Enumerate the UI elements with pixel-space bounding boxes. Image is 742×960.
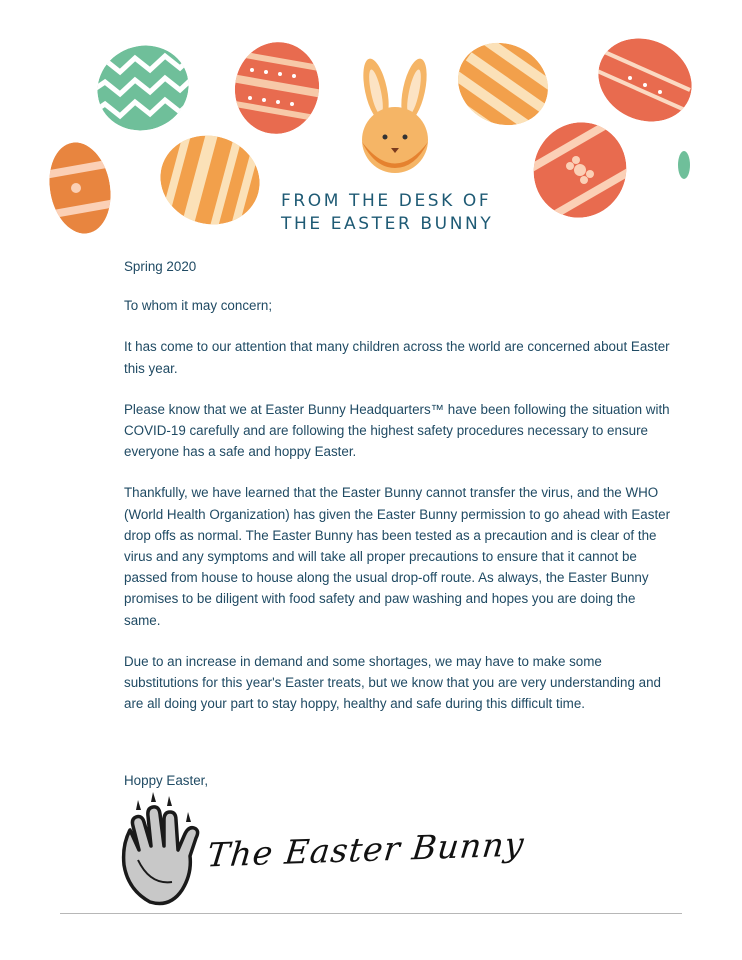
letter-paragraph: Due to an increase in demand and some shortages, we may have to make some substitutions for this year's Easter treats, but we know that you are very understanding and are all doing your part to stay hoppy, healthy and safe during this difficult time. <box>124 653 661 712</box>
green-egg-icon <box>678 151 690 179</box>
paw-print-icon <box>110 790 210 908</box>
letter-paragraph: It has come to our attention that many children across the world are concerned about Easter this year. <box>124 339 670 376</box>
green-egg-icon <box>85 33 200 143</box>
red-egg-icon <box>37 137 124 238</box>
red-egg-icon <box>585 23 706 136</box>
letter-paragraph: Please know that we at Easter Bunny Headquarters™ have been following the situation with COVID-19 carefully and are following the highest safety procedures necessary to ensure everyone has a safe and hoppy Easter. <box>124 401 670 460</box>
red-egg-icon <box>517 107 651 233</box>
letter-closing: Hoppy Easter, <box>124 773 209 788</box>
orange-egg-icon <box>439 28 561 149</box>
bottom-divider <box>60 913 682 914</box>
letterhead-line-2: THE EASTER BUNNY <box>281 214 494 234</box>
letter-date: Spring 2020 <box>124 259 197 274</box>
bunny-face-icon <box>359 56 432 173</box>
signature-name: The Easter Bunny <box>205 824 527 875</box>
orange-egg-icon <box>150 122 269 239</box>
letter-salutation: To whom it may concern; <box>124 298 273 314</box>
letterhead-line-1: FROM THE DESK OF <box>281 191 492 211</box>
red-egg-icon <box>221 35 339 140</box>
letter-body <box>124 256 672 734</box>
letter-paragraph: Thankfully, we have learned that the Easter Bunny cannot transfer the virus, and the WHO (World Health Organization) has given the Easter Bunny permission to go ahead with Easter drop offs as normal. The Easter Bunny has been tested as a precaution and is clear of the virus and any symptoms and will take all proper precautions to ensure that it cannot be passed from house to house along the usual drop-off route. As always, the Easter Bunny promises to be diligent with food safety and paw washing and hopes you are doing the same. <box>124 485 671 628</box>
letterhead-title <box>281 190 493 236</box>
